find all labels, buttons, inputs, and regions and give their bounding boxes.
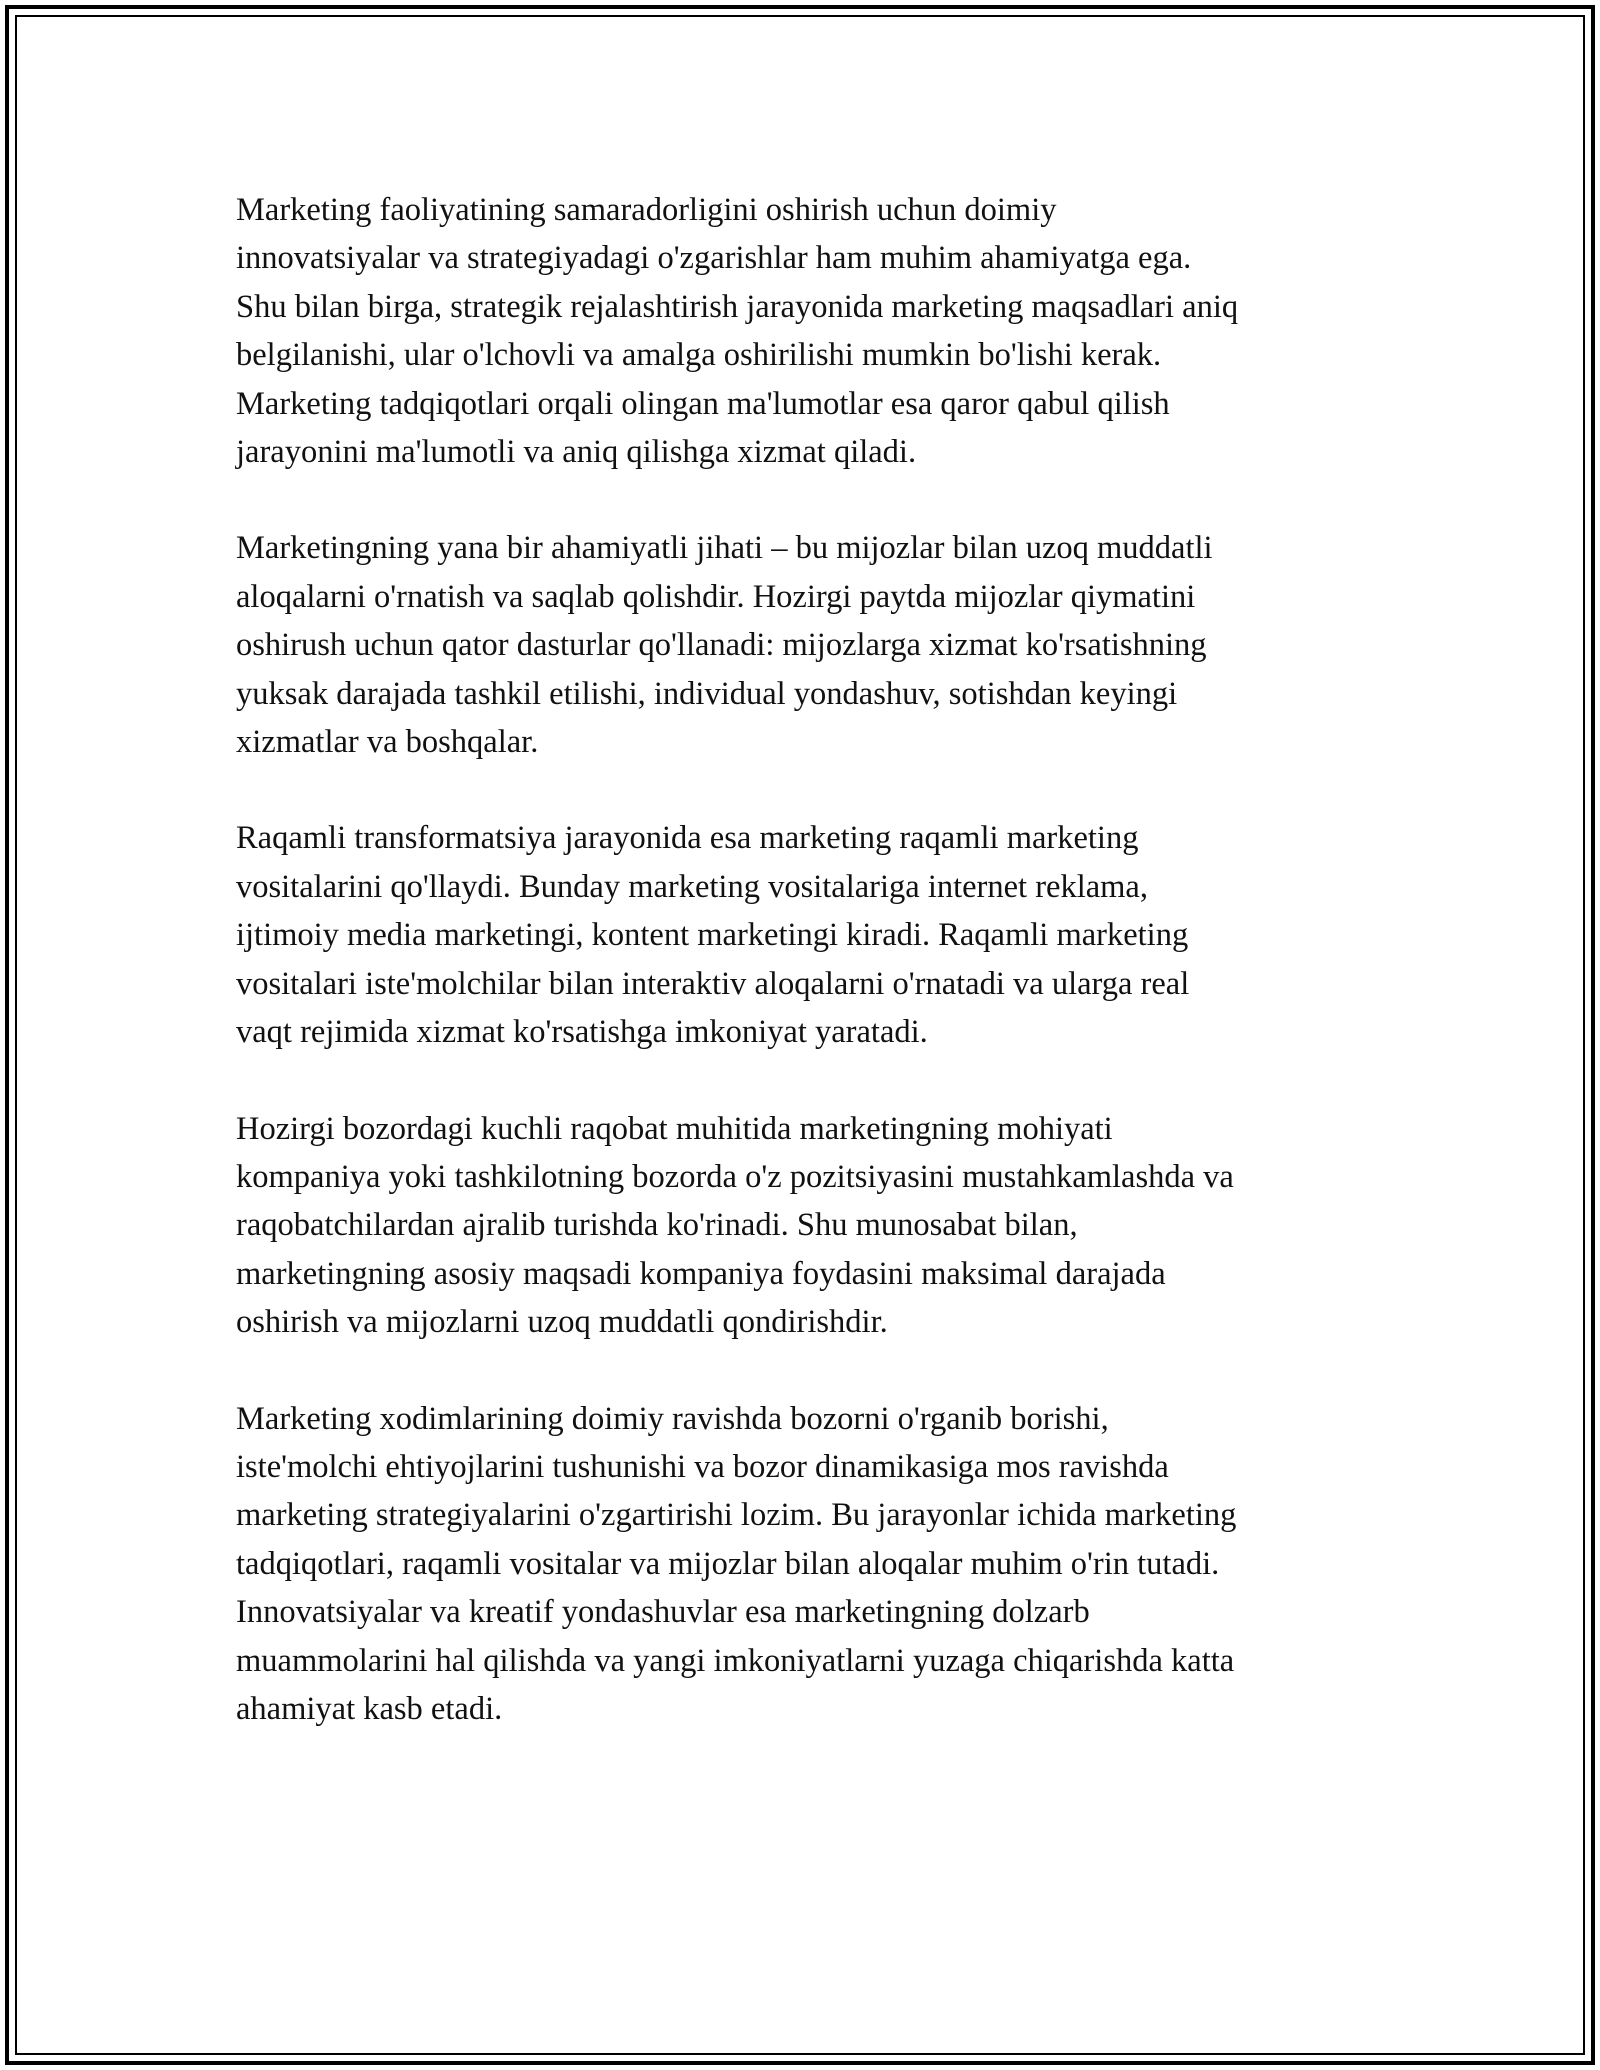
- text-line: kompaniya yoki tashkilotning bozorda o'z pozitsiyasini mustahkamlashda va: [236, 1158, 1234, 1195]
- text-line: belgilanishi, ular o'lchovli va amalga oshirilishi mumkin bo'lishi kerak.: [236, 337, 1162, 374]
- text-line: vositalarini qo'llaydi. Bunday marketing vositalariga internet reklama,: [236, 868, 1148, 905]
- text-line: Marketing tadqiqotlari orqali olingan ma'lumotlar esa qaror qabul qilish: [236, 385, 1170, 422]
- text-line: innovatsiyalar va strategiyadagi o'zgarishlar ham muhim ahamiyatga ega.: [236, 240, 1192, 277]
- text-line: Marketing faoliyatining samaradorligini oshirish uchun doimiy: [236, 192, 1057, 228]
- paragraph-3: [236, 814, 1386, 1056]
- text-line: vositalari iste'molchilar bilan interaktiv aloqalarni o'rnatadi va ularga real: [236, 965, 1190, 1002]
- paragraph-5: [236, 1395, 1386, 1734]
- text-line: vaqt rejimida xizmat ko'rsatishga imkoniyat yaratadi.: [236, 1014, 928, 1051]
- text-line: marketingning asosiy maqsadi kompaniya foydasini maksimal darajada: [236, 1255, 1166, 1292]
- document-body: [236, 186, 1386, 1781]
- text-line: Hozirgi bozordagi kuchli raqobat muhitida marketingning mohiyati: [236, 1110, 1113, 1147]
- text-line: aloqalarni o'rnatish va saqlab qolishdir. Hozirgi paytda mijozlar qiymatini: [236, 578, 1196, 615]
- text-line: yuksak darajada tashkil etilishi, individual yondashuv, sotishdan keyingi: [236, 675, 1178, 712]
- text-line: marketing strategiyalarini o'zgartirishi lozim. Bu jarayonlar ichida marketing: [236, 1497, 1237, 1534]
- paragraph-4: [236, 1105, 1386, 1347]
- text-line: muammolarini hal qilishda va yangi imkoniyatlarni yuzaga chiqarishda katta: [236, 1642, 1235, 1679]
- paragraph-1: [236, 186, 1386, 476]
- text-line: Marketing xodimlarining doimiy ravishda bozorni o'rganib borishi,: [236, 1400, 1109, 1437]
- text-line: iste'molchi ehtiyojlarini tushunishi va bozor dinamikasiga mos ravishda: [236, 1448, 1169, 1485]
- paragraph-2: [236, 524, 1386, 766]
- text-line: Innovatsiyalar va kreatif yondashuvlar esa marketingning dolzarb: [236, 1594, 1090, 1631]
- text-line: tadqiqotlari, raqamli vositalar va mijozlar bilan aloqalar muhim o'rin tutadi.: [236, 1545, 1220, 1582]
- text-line: Marketingning yana bir ahamiyatli jihati – bu mijozlar bilan uzoq muddatli: [236, 530, 1213, 567]
- text-line: oshirish va mijozlarni uzoq muddatli qondirishdir.: [236, 1304, 888, 1341]
- text-line: raqobatchilardan ajralib turishda ko'rinadi. Shu munosabat bilan,: [236, 1207, 1078, 1244]
- text-line: jarayonini ma'lumotli va aniq qilishga xizmat qiladi.: [236, 434, 917, 471]
- text-line: xizmatlar va boshqalar.: [236, 724, 539, 761]
- text-line: ahamiyat kasb etadi.: [236, 1690, 503, 1727]
- text-line: oshirush uchun qator dasturlar qo'llanadi: mijozlarga xizmat ko'rsatishning: [236, 627, 1207, 664]
- text-line: ijtimoiy media marketingi, kontent marketingi kiradi. Raqamli marketing: [236, 917, 1189, 954]
- text-line: Raqamli transformatsiya jarayonida esa marketing raqamli marketing: [236, 820, 1139, 857]
- text-line: Shu bilan birga, strategik rejalashtirish jarayonida marketing maqsadlari aniq: [236, 288, 1239, 325]
